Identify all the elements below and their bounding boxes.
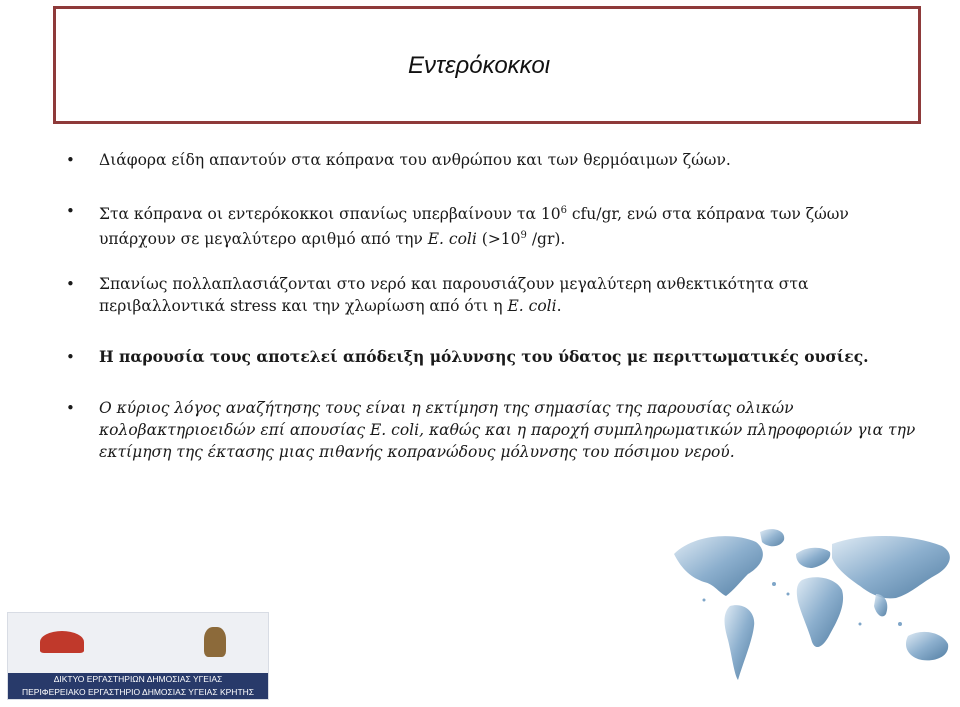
bullet-text: Η παρουσία τους αποτελεί απόδειξη μόλυνσης του ύδατος με περιττωματικές ουσίες. [99,347,869,366]
footer-line-2: ΠΕΡΙΦΕΡΕΙΑΚΟ ΕΡΓΑΣΤΗΡΙΟ ΔΗΜΟΣΙΑΣ ΥΓΕΙΑΣ ΚΡΗΤΗΣ [21,687,255,697]
bullet-icon: • [66,151,75,169]
bullet-icon: • [66,275,75,293]
institute-logo-icon [40,631,84,653]
bullet-icon: • [66,348,75,366]
footer-line-1: ΔΙΚΤΥΟ ΕΡΓΑΣΤΗΡΙΩΝ ΔΗΜΟΣΙΑΣ ΥΓΕΙΑΣ [53,674,223,684]
footer-logo-strip [8,673,268,699]
world-map-water-icon [664,524,960,702]
slide-title: Εντερόκοκκοι [408,52,551,79]
bullet-text: Σπανίως πολλαπλασιάζονται στο νερό και παρουσιάζουν μεγαλύτερη ανθεκτικότητα στα περιβαλλοντικά stress και την χλωρίωση από ότι η E. coli. [99,275,809,315]
footer-logo [7,612,269,700]
bullet-text: Ο κύριος λόγος αναζήτησης τους είναι η εκτίμηση της σημασίας της παρουσίας ολικών κολοβακτηριοειδών επί απουσίας E. coli, καθώς και η παροχή συμπληρωματικών πληροφοριών για την εκτίμηση της έκτασης μιας πιθανής κοπρανώδους μόλυνσης του πόσιμου νερού. [99,399,916,461]
bullet-text: Στα κόπρανα οι εντερόκοκκοι σπανίως υπερβαίνουν τα $10^6$ cfu/gr, ενώ στα κόπρανα των ζώων υπάρχουν σε μεγαλύτερο αριθμό από την E. coli ($>10^9$ /gr). [99,205,849,249]
bullet-text: Διάφορα είδη απαντούν στα κόπρανα του ανθρώπου και των θερμόαιμων ζώων. [99,151,731,169]
bullet-icon: • [66,202,75,220]
bullet-icon: • [66,399,75,417]
bust-logo-icon [204,627,226,657]
